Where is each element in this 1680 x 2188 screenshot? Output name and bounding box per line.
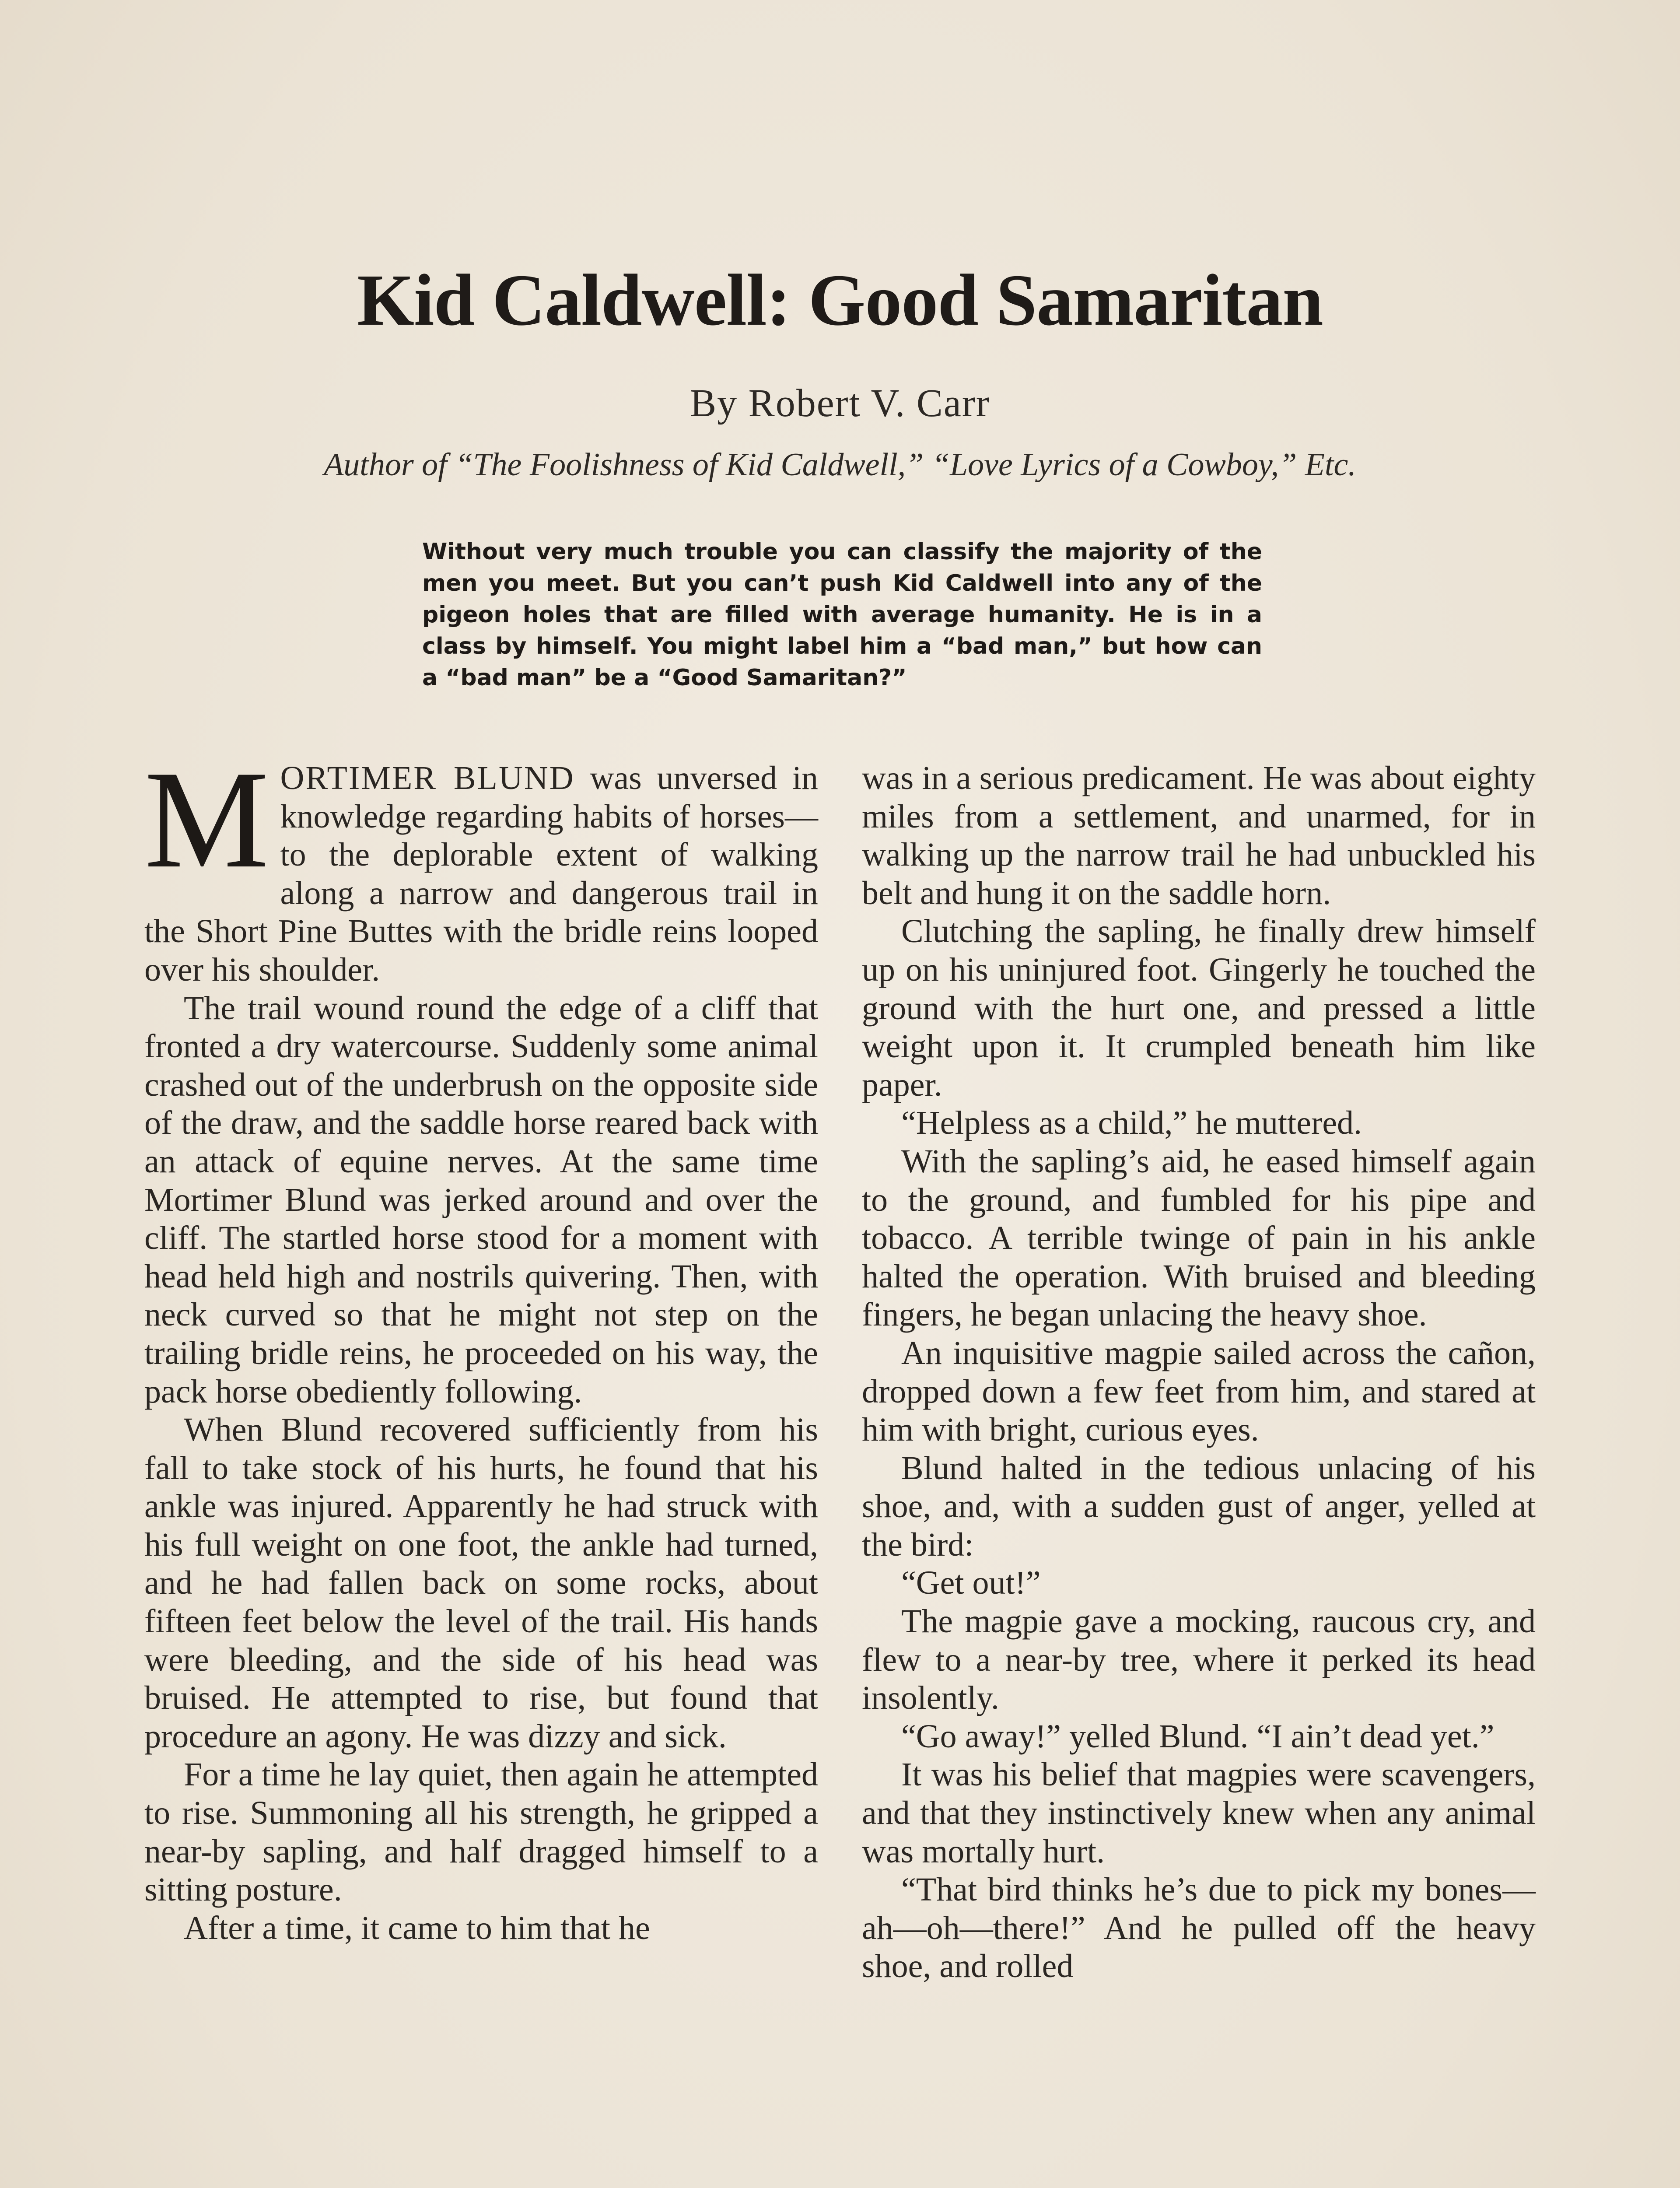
paragraph: “That bird thinks he’s due to pick my bones—ah—oh—there!” And he pulled off the heavy shoe, and rolled bbox=[862, 1871, 1536, 1985]
text-column-right bbox=[862, 759, 1536, 1986]
paragraph bbox=[144, 742, 818, 989]
author-credits: Author of “The Foolishness of Kid Caldwell,” “Love Lyrics of a Cowboy,” Etc. bbox=[324, 447, 1356, 483]
paragraph: For a time he lay quiet, then again he attempted to rise. Summoning all his strength, he gripped a near-by sapling, and half dragged himself to a sitting posture. bbox=[144, 1756, 818, 1908]
paragraph: The magpie gave a mocking, raucous cry, and flew to a near-by tree, where it perked its head insolently. bbox=[862, 1603, 1536, 1717]
paragraph: When Blund recovered sufficiently from his fall to take stock of his hurts, he found that his ankle was injured. Apparently he had struck with his full weight on one foot, the ankle had turned, and he had fallen back on some rocks, about fifteen feet below the level of the trail. His hands were bleeding, and the side of his head was bruised. He attempted to rise, but found that procedure an agony. He was dizzy and sick. bbox=[144, 1411, 818, 1755]
article-byline: By Robert V. Carr bbox=[690, 382, 990, 425]
paragraph: was in a serious predicament. He was about eighty miles from a settlement, and unarmed, for in walking up the narrow trail he had unbuckled his belt and hung it on the saddle horn. bbox=[862, 760, 1536, 912]
article-title: Kid Caldwell: Good Samaritan bbox=[357, 259, 1323, 341]
paragraph: After a time, it came to him that he bbox=[184, 1909, 650, 1946]
article-blurb: Without very much trouble you can classify the majority of the men you meet. But you can’t push Kid Caldwell into any of the pigeon holes that are filled with average humanity. He is in a class by himself. You might label him a “bad man,” but how can a “bad man” be a “Good Samaritan?” bbox=[422, 539, 1262, 691]
paragraph: “Helpless as a child,” he muttered. bbox=[901, 1105, 1362, 1142]
opening-small-caps: ORTIMER BLUND bbox=[280, 760, 575, 796]
paragraph: It was his belief that magpies were scavengers, and that they instinctively knew when any animal was mortally hurt. bbox=[862, 1756, 1536, 1870]
paragraph: “Go away!” yelled Blund. “I ain’t dead yet.” bbox=[901, 1718, 1494, 1755]
paragraph: Blund halted in the tedious unlacing of his shoe, and, with a sudden gust of anger, yelled at the bird: bbox=[862, 1449, 1536, 1563]
paragraph: An inquisitive magpie sailed across the cañon, dropped down a few feet from him, and stared at him with bright, curious eyes. bbox=[862, 1334, 1536, 1448]
drop-cap: M bbox=[144, 742, 269, 897]
paragraph: The trail wound round the edge of a cliff that fronted a dry watercourse. Suddenly some animal crashed out of the underbrush on the opposite side of the draw, and the saddle horse reared back with an attack of equine nerves. At the same time Mortimer Blund was jerked around and over the cliff. The startled horse stood for a moment with head held high and nostrils quivering. Then, with neck curved so that he might not step on the trailing bridle reins, he proceeded on his way, the pack horse obediently following. bbox=[144, 989, 818, 1410]
text-column-left bbox=[144, 742, 818, 1947]
paragraph: “Get out!” bbox=[901, 1564, 1041, 1602]
paragraph: With the sapling’s aid, he eased himself again to the ground, and fumbled for his pipe and tobacco. A terrible twinge of pain in his ankle halted the operation. With bruised and bleeding fingers, he began unlacing the heavy shoe. bbox=[862, 1143, 1536, 1333]
paragraph: Clutching the sapling, he finally drew himself up on his uninjured foot. Gingerly he touched the ground with the hurt one, and pressed a little weight upon it. It crumpled beneath him like paper. bbox=[862, 913, 1536, 1103]
paragraph-text: was unversed in knowledge regarding habits of horses—to the deplorable extent of walking along a narrow and dangerous trail in the Short Pine Buttes with the bridle reins looped over his shoulder. bbox=[144, 760, 818, 988]
